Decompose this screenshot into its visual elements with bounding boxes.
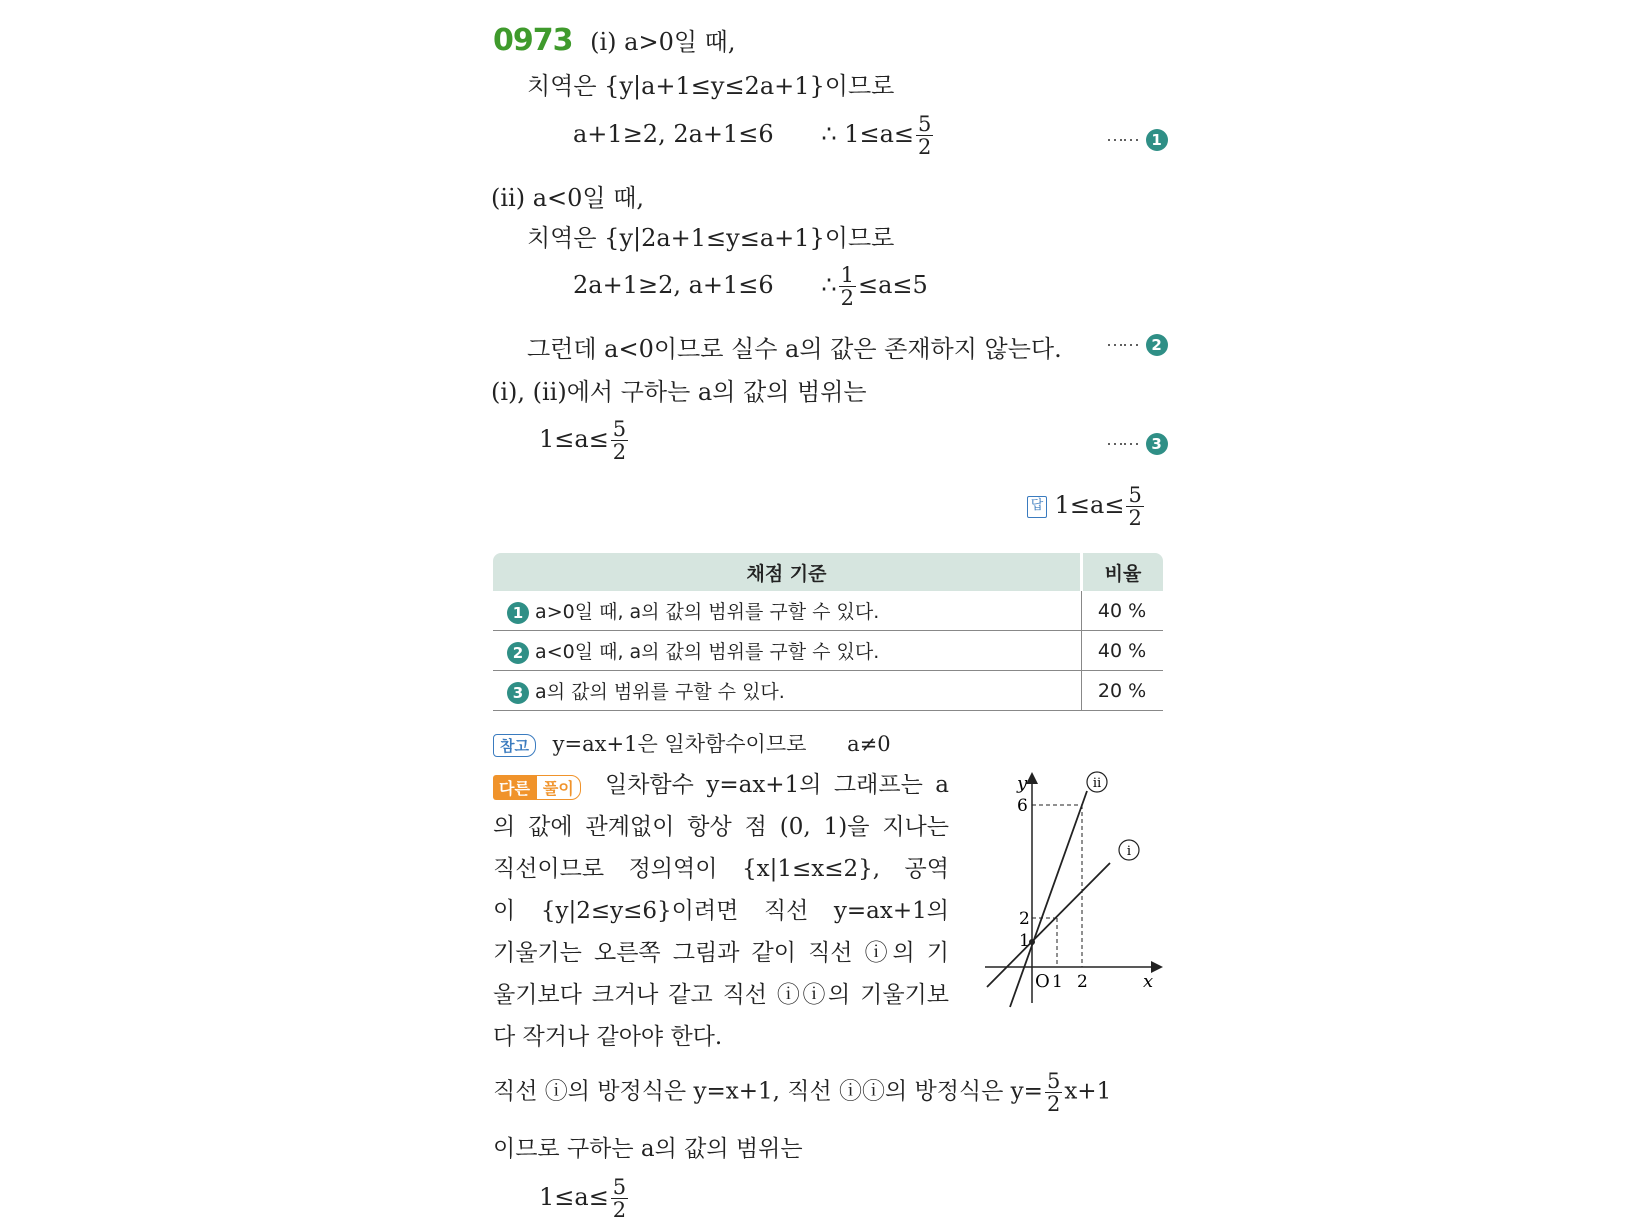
y-tick-2: 2	[1019, 909, 1030, 929]
alt-line-5: 울기보다 크거나 같고 직선 ⓘⓘ의 기울기보	[493, 982, 949, 1008]
case2-header: (ⅱ) a<0일 때,	[491, 184, 645, 212]
rate-header: 비율	[1082, 553, 1164, 591]
final-result-text: 1≤a≤	[539, 1183, 609, 1211]
case2-region: 치역은 {y|2a+1≤y≤a+1}이므로	[527, 224, 895, 252]
criteria-text: a<0일 때, a의 값의 범위를 구할 수 있다.	[535, 641, 880, 663]
case2-after: ≤a≤5	[857, 271, 928, 299]
step-number-badge: 2	[1146, 334, 1168, 356]
combine-fraction	[611, 418, 628, 463]
case1-inequality-line	[573, 113, 935, 158]
case2-inequality-line	[573, 264, 928, 309]
point-0-1	[1029, 939, 1035, 945]
table-row	[493, 671, 1163, 711]
table-row	[493, 591, 1163, 631]
reference-condition: a≠0	[847, 732, 891, 756]
combine-result-text: 1≤a≤	[539, 425, 609, 453]
case1-ineq: a+1≥2, 2a+1≤6	[573, 120, 774, 148]
fraction-numerator: 1	[840, 263, 854, 287]
fraction-denominator: 2	[612, 1198, 627, 1222]
problem-header	[493, 22, 736, 58]
criteria-cell	[493, 671, 1082, 711]
alt-solution-badge	[493, 775, 581, 800]
scoring-criteria-table	[493, 553, 1163, 711]
graph-figure	[975, 765, 1175, 1015]
rate-cell: 40 %	[1082, 591, 1164, 631]
answer-text: 1≤a≤	[1054, 491, 1125, 519]
alt-badge	[493, 772, 581, 800]
dots-marker: ⋯⋯	[1106, 434, 1138, 455]
combine-result	[539, 418, 630, 463]
combine-marker	[1106, 428, 1168, 456]
eq-text-a: 직선 ⓘ의 방정식은 y=x+1, 직선 ⓘⓘ의 방정식은 y=	[493, 1078, 1043, 1105]
y-tick-1: 1	[1019, 931, 1030, 951]
conclusion-text: 이므로 구하는 a의 값의 범위는	[493, 1136, 803, 1162]
rate-cell: 40 %	[1082, 631, 1164, 671]
reference-badge: 참고	[493, 734, 536, 757]
y-tick-6: 6	[1017, 796, 1028, 816]
reference-text: y=ax+1은 일차함수이므로	[552, 732, 807, 756]
case1-region: 치역은 {y|a+1≤y≤2a+1}이므로	[527, 72, 895, 100]
case1-marker	[1106, 124, 1168, 152]
fraction-denominator: 2	[612, 440, 627, 464]
line-i	[987, 863, 1110, 987]
fraction-numerator: 5	[918, 112, 932, 136]
reference-note	[493, 728, 891, 758]
answer-line	[1027, 484, 1146, 529]
label-ii: ⅱ	[1092, 776, 1102, 791]
alt-line-0: 일차함수 y=ax+1의 그래프는 a	[605, 772, 949, 798]
step-number-badge: 1	[1146, 129, 1168, 151]
rate-cell: 20 %	[1082, 671, 1164, 711]
alt-badge-a: 다른	[493, 775, 536, 800]
case2-fraction	[839, 264, 856, 309]
case1-header: (ⅰ) a>0일 때,	[590, 28, 736, 56]
answer-icon: 답	[1027, 496, 1047, 518]
origin-label: O	[1035, 971, 1050, 992]
eq-fraction	[1045, 1070, 1062, 1115]
fraction-denominator: 2	[1046, 1092, 1061, 1116]
table-row	[493, 631, 1163, 671]
alt-line-1: 의 값에 관계없이 항상 점 (0, 1)을 지나는	[493, 814, 949, 840]
criteria-cell	[493, 591, 1082, 631]
criteria-cell	[493, 631, 1082, 671]
x-tick-1: 1	[1052, 972, 1063, 992]
case2-note: 그런데 a<0이므로 실수 a의 값은 존재하지 않는다.	[527, 335, 1062, 363]
criteria-header: 채점 기준	[493, 553, 1082, 591]
alt-line-3: 이 {y|2≤y≤6}이려면 직선 y=ax+1의	[493, 898, 949, 924]
criteria-text: a>0일 때, a의 값의 범위를 구할 수 있다.	[535, 601, 880, 623]
final-fraction	[611, 1176, 628, 1221]
alt-line-4: 기울기는 오른쪽 그림과 같이 직선 ⓘ의 기	[493, 940, 949, 966]
case1-therefore: ∴ 1≤a≤	[821, 120, 915, 148]
fraction-numerator: 5	[1128, 483, 1142, 507]
label-i: ⅰ	[1126, 844, 1132, 859]
fraction-numerator: 5	[612, 1175, 627, 1199]
dots-marker: ⋯⋯	[1106, 130, 1138, 151]
step-number-badge: 3	[1146, 433, 1168, 455]
dots-marker: ⋯⋯	[1106, 335, 1138, 356]
criteria-text: a의 값의 범위를 구할 수 있다.	[535, 681, 785, 703]
table-header-row	[493, 553, 1163, 591]
x-axis-label: x	[1143, 971, 1154, 992]
case2-marker	[1106, 329, 1168, 357]
x-tick-2: 2	[1077, 972, 1088, 992]
case2-ineq: 2a+1≥2, a+1≤6	[573, 271, 774, 299]
case2-therefore: ∴	[821, 271, 837, 299]
fraction-numerator: 5	[1046, 1069, 1061, 1093]
alt-badge-b: 풀이	[536, 775, 581, 800]
combine-text: (ⅰ), (ⅱ)에서 구하는 a의 값의 범위는	[491, 378, 867, 406]
y-axis-label: y	[1017, 773, 1028, 794]
problem-number: 0973	[493, 23, 573, 58]
step-number-badge: 3	[507, 682, 529, 704]
fraction-denominator: 2	[1128, 506, 1142, 530]
equations-line	[493, 1070, 1111, 1115]
answer-fraction	[1126, 484, 1143, 529]
fraction-numerator: 5	[612, 417, 627, 441]
final-result	[539, 1176, 630, 1221]
alt-line-2: 직선이므로 정의역이 {x|1≤x≤2}, 공역	[493, 856, 949, 882]
step-number-badge: 2	[507, 642, 529, 664]
fraction-denominator: 2	[840, 286, 854, 310]
case1-fraction	[916, 113, 933, 158]
fraction-denominator: 2	[918, 135, 932, 159]
alt-line-6: 다 작거나 같아야 한다.	[493, 1024, 723, 1050]
eq-text-b: x+1	[1064, 1078, 1112, 1105]
step-number-badge: 1	[507, 602, 529, 624]
